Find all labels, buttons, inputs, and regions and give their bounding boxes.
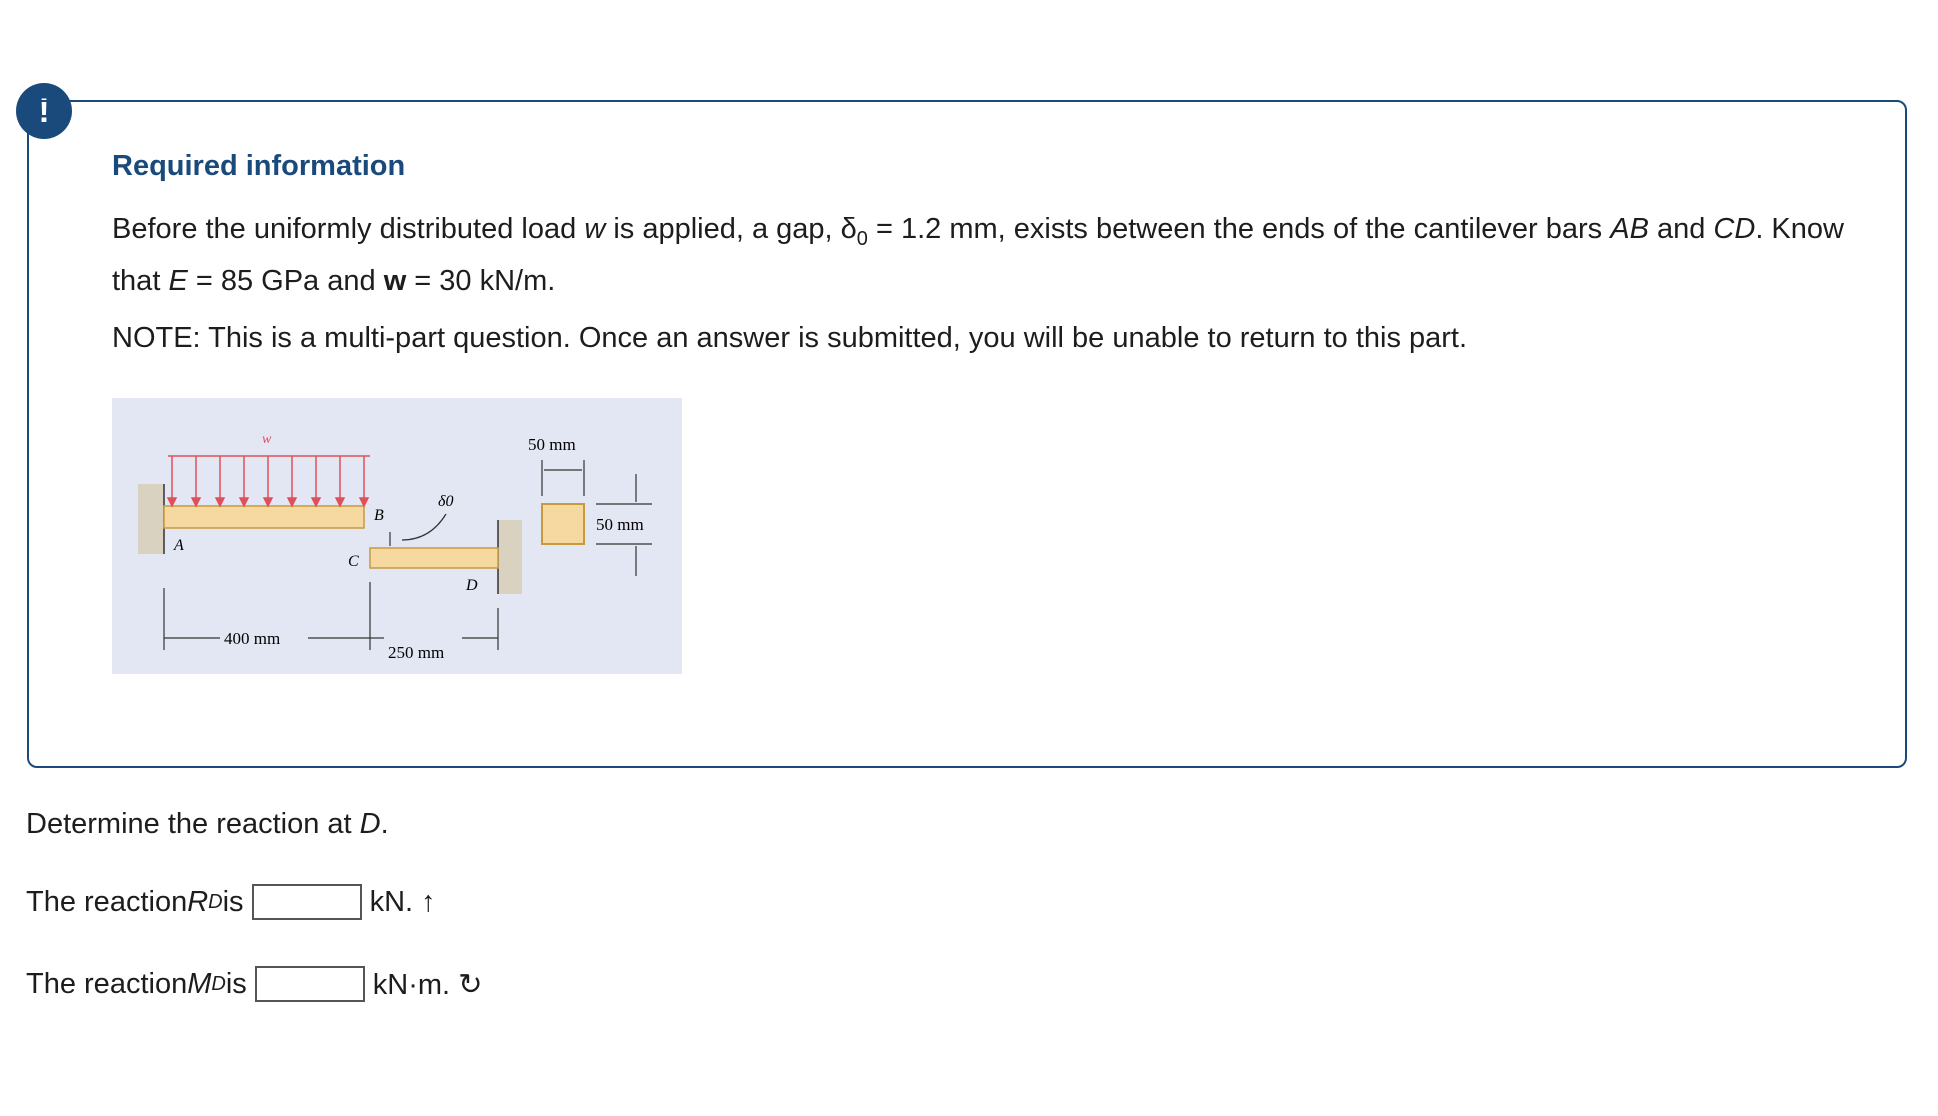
answer-row-rd: The reaction R D is kN. ↑ [26,884,436,920]
rd-answer-input[interactable] [252,884,362,920]
label-a: A [174,537,184,554]
problem-statement: Before the uniformly distributed load w is applied, a gap, $\delta_0 = 1.2$ mm, exists between the ends of the cantilever bars AB and CD. Know that E = 85 GPa and w = 30 kN/m. [112,213,1844,297]
cantilever-figure [112,398,682,674]
multi-part-note: NOTE: This is a multi-part question. Once an answer is submitted, you will be unable to return to this part. [112,322,1468,354]
label-b: B [374,507,384,524]
dim-400mm: 400 mm [224,629,281,648]
dim-50mm-height: 50 mm [596,515,644,534]
exclamation-icon: ! [16,83,72,139]
md-unit: kN·m. ↻ [372,968,483,1001]
answer-row-md: The reaction M D is kN·m. ↻ [26,967,483,1001]
required-information-title: Required information [112,150,406,182]
label-w: w [262,432,272,447]
cantilever-diagram [112,398,682,674]
label-d: D [466,577,478,594]
rd-unit: kN. ↑ [369,885,436,918]
md-answer-input[interactable] [255,966,365,1002]
bar-ab [164,506,364,528]
dim-50mm-width: 50 mm [528,435,576,454]
question-text: Determine the reaction at D. [26,808,389,840]
dim-250mm: 250 mm [388,643,445,662]
label-c: C [348,553,359,570]
cross-section [542,504,584,544]
bar-cd [370,548,498,568]
dimension-lines [164,582,498,650]
label-delta0: δ0 [438,493,454,510]
wall-right [498,520,522,594]
distributed-load [168,456,370,506]
wall-left [138,484,164,554]
